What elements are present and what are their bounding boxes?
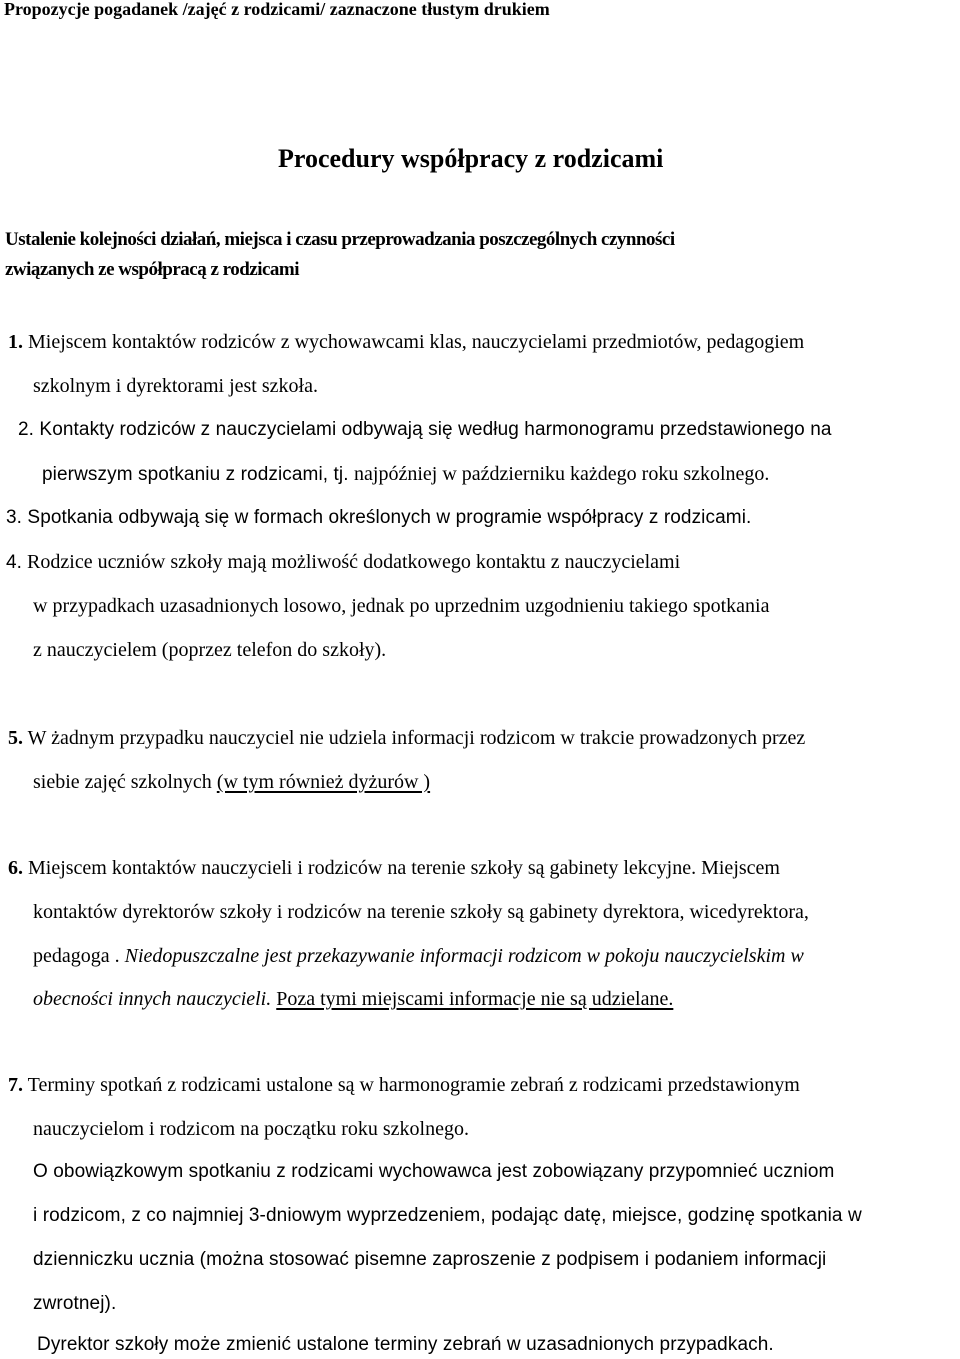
item-2-text-2a: pierwszym spotkaniu z rodzicami, tj.	[42, 464, 355, 485]
item-5-line-2	[33, 770, 430, 794]
item-7-line-3: O obowiązkowym spotkaniu z rodzicami wychowawca jest zobowiązany przypomnieć uczniom	[33, 1161, 835, 1182]
item-4-line-1	[6, 550, 680, 575]
item-6-text-4a: obecności innych nauczycieli.	[33, 988, 272, 1010]
item-2-line-1	[18, 418, 832, 442]
item-5-text-2a: siebie zajęć szkolnych	[33, 771, 217, 793]
item-3-line-1	[6, 506, 751, 530]
item-5-line-1	[8, 726, 805, 750]
item-2-number: 2.	[18, 419, 35, 440]
item-5-number: 5.	[8, 727, 23, 749]
item-6-line-2: kontaktów dyrektorów szkoły i rodziców na terenie szkoły są gabinety dyrektora, wicedyrektora,	[33, 901, 809, 923]
page-title: Procedury współpracy z rodzicami	[278, 144, 664, 173]
item-1-line-2: szkolnym i dyrektorami jest szkoła.	[33, 375, 318, 397]
item-6-line-3	[33, 944, 804, 968]
item-3-text-1: Spotkania odbywają się w formach określonych w programie współpracy z rodzicami.	[22, 507, 752, 528]
item-2-line-2	[42, 462, 769, 487]
item-5-text-2b: (w tym również dyżurów )	[216, 771, 431, 793]
item-4-line-2: w przypadkach uzasadnionych losowo, jednak po uprzednim uzgodnieniu takiego spotkania	[33, 595, 770, 617]
item-4-number: 4.	[6, 552, 23, 573]
subtitle-line-2: związanych ze współpracą z rodzicami	[5, 259, 300, 280]
item-4-line-3: z nauczycielem (poprzez telefon do szkoły).	[33, 639, 387, 661]
item-6-text-3b: Niedopuszczalne jest przekazywanie informacji rodzicom w pokoju nauczycielskim w	[124, 945, 804, 967]
item-3-number: 3.	[6, 507, 23, 528]
item-7-line-5: dzienniczku ucznia (można stosować pisemne zaproszenie z podpisem i podaniem informacji	[33, 1249, 827, 1270]
item-6-text-3a: pedagoga .	[33, 945, 125, 967]
item-1-line-1	[8, 330, 804, 354]
item-6-line-1	[8, 856, 780, 880]
subtitle-line-1: Ustalenie kolejności działań, miejsca i czasu przeprowadzania poszczególnych czynności	[5, 229, 675, 250]
item-7-line-4: i rodzicom, z co najmniej 3-dniowym wyprzedzeniem, podając datę, miejsce, godzinę spotkania w	[33, 1205, 862, 1226]
item-7-text-1: Terminy spotkań z rodzicami ustalone są w harmonogramie zebrań z rodzicami przedstawionym	[23, 1074, 800, 1096]
item-4-text-1: Rodzice uczniów szkoły mają możliwość dodatkowego kontaktu z nauczycielami	[22, 551, 681, 573]
item-7-line-1	[8, 1073, 800, 1097]
page-header: Propozycje pogadanek /zajęć z rodzicami/ zaznaczone tłustym drukiem	[4, 0, 550, 19]
item-6-number: 6.	[8, 857, 23, 879]
item-2-text-1: Kontakty rodziców z nauczycielami odbywają się według harmonogramu przedstawionego na	[34, 419, 832, 440]
item-6-line-4	[33, 987, 673, 1011]
item-6-text-4b: Poza tymi miejscami informacje nie są udzielane.	[276, 988, 674, 1010]
item-2-text-2b: najpóźniej w październiku każdego roku szkolnego.	[354, 463, 770, 485]
item-7-number: 7.	[8, 1074, 23, 1096]
item-7-line-2: nauczycielom i rodzicom na początku roku szkolnego.	[33, 1118, 469, 1140]
item-5-text-1: W żadnym przypadku nauczyciel nie udziela informacji rodzicom w trakcie prowadzonych przez	[23, 727, 806, 749]
item-1-text-1: Miejscem kontaktów rodziców z wychowawcami klas, nauczycielami przedmiotów, pedagogiem	[23, 331, 805, 353]
item-7-line-7: Dyrektor szkoły może zmienić ustalone terminy zebrań w uzasadnionych przypadkach.	[37, 1334, 774, 1355]
item-1-number: 1.	[8, 331, 23, 353]
item-6-text-1: Miejscem kontaktów nauczycieli i rodziców na terenie szkoły są gabinety lekcyjne. Miejscem	[23, 857, 780, 879]
item-7-line-6: zwrotnej).	[33, 1293, 117, 1314]
